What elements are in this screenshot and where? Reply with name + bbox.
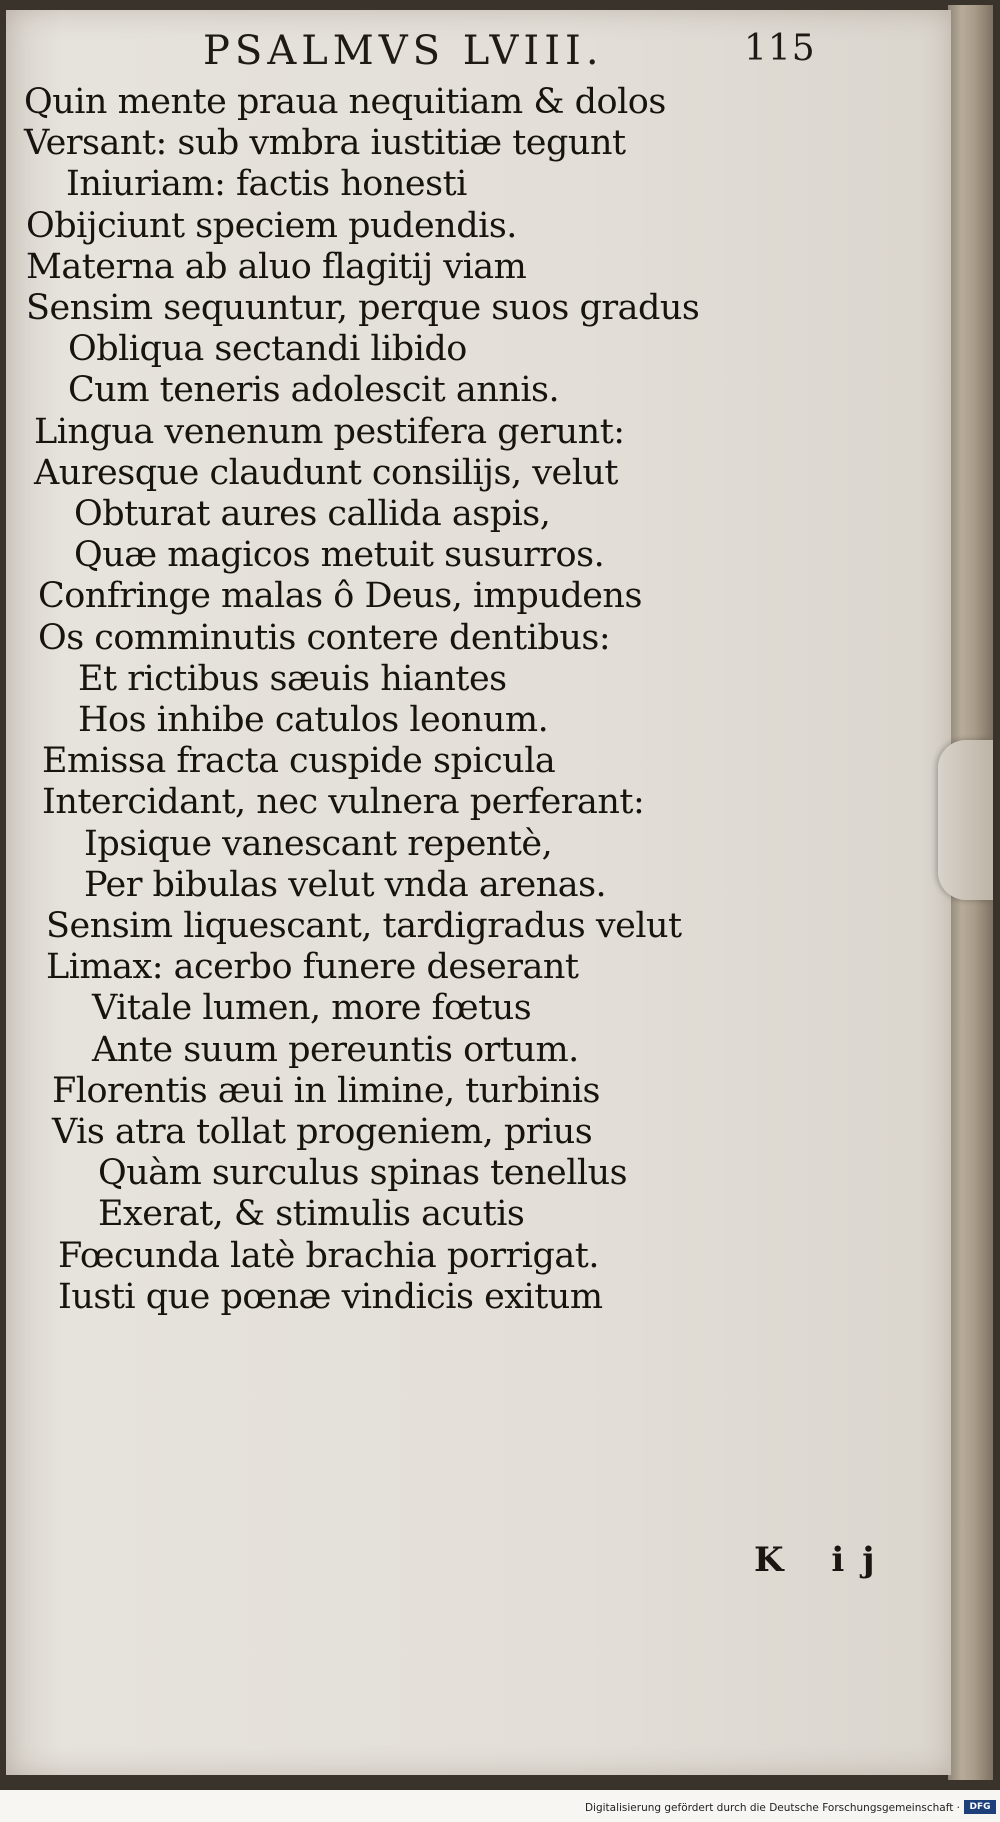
verse-line: Quin mente praua nequitiam & dolos bbox=[24, 82, 666, 122]
book-clasp bbox=[938, 740, 993, 900]
verse-line: Versant: sub vmbra iustitiæ tegunt bbox=[24, 123, 626, 164]
signature-mark: K ij bbox=[754, 1540, 893, 1580]
verse-line: Os comminutis contere dentibus: bbox=[38, 617, 611, 658]
verse-line: Hos inhibe catulos leonum. bbox=[78, 700, 549, 740]
verse-line: Obturat aures callida aspis, bbox=[74, 494, 551, 534]
verse-line: Iusti que pœnæ vindicis exitum bbox=[58, 1276, 603, 1317]
verse-line: Sensim sequuntur, perque suos gradus bbox=[26, 288, 700, 328]
verse-line: Emissa fracta cuspide spicula bbox=[42, 741, 556, 782]
verse-line: Et rictibus sæuis hiantes bbox=[78, 658, 507, 699]
verse-line: Ante suum pereuntis ortum. bbox=[92, 1029, 579, 1070]
verse-line: Florentis æui in limine, turbinis bbox=[52, 1070, 600, 1111]
verse-line: Obliqua sectandi libido bbox=[68, 329, 467, 370]
psalm-title: PSALMVS LVIII. bbox=[203, 28, 604, 74]
dfg-logo: DFG bbox=[964, 1800, 996, 1814]
digitization-credit: Digitalisierung gefördert durch die Deutsche Forschungsgemeinschaft · bbox=[584, 1802, 960, 1814]
verse-line: Cum teneris adolescit annis. bbox=[68, 370, 560, 411]
verse-line: Quæ magicos metuit susurros. bbox=[74, 535, 605, 576]
verse-line: Obijciunt speciem pudendis. bbox=[26, 205, 517, 246]
verse-line: Quàm surculus spinas tenellus bbox=[98, 1153, 628, 1194]
folio-number: 115 bbox=[744, 28, 816, 69]
verse-line: Ipsique vanescant repentè, bbox=[84, 823, 553, 864]
verse-line: Exerat, & stimulis acutis bbox=[98, 1194, 525, 1235]
verse-line: Fœcunda latè brachia porrigat. bbox=[58, 1235, 599, 1276]
book-page bbox=[6, 10, 951, 1775]
verse-line: Vitale lumen, more fœtus bbox=[92, 988, 532, 1029]
verse-line: Iniuriam: factis honesti bbox=[66, 164, 467, 205]
verse-line: Intercidant, nec vulnera perferant: bbox=[42, 782, 645, 823]
verse-line: Per bibulas velut vnda arenas. bbox=[84, 864, 607, 905]
verse-line: Vis atra tollat progeniem, prius bbox=[52, 1112, 593, 1152]
verse-line: Auresque claudunt consilijs, velut bbox=[34, 452, 618, 493]
verse-line: Limax: acerbo funere deserant bbox=[46, 947, 579, 988]
verse-line: Confringe malas ô Deus, impudens bbox=[38, 576, 642, 617]
verse-line: Materna ab aluo flagitij viam bbox=[26, 246, 527, 287]
verse-line: Sensim liquescant, tardigradus velut bbox=[46, 906, 682, 946]
verse-line: Lingua venenum pestifera gerunt: bbox=[34, 411, 625, 452]
